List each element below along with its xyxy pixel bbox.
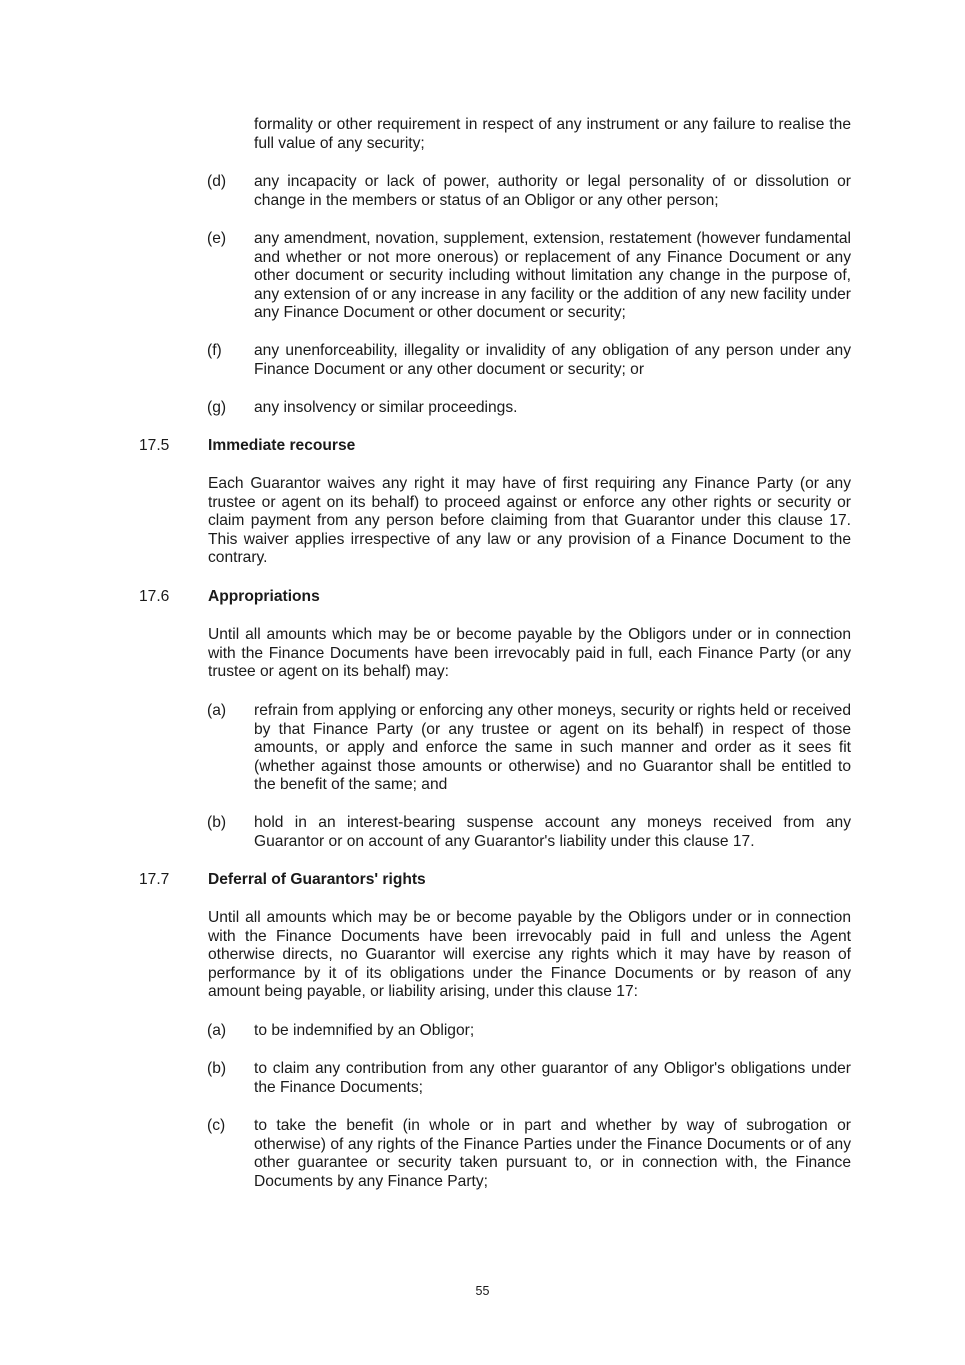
clause-number-17-6: 17.6 [139, 588, 170, 605]
item-label-17-6-a: (a) [207, 702, 227, 719]
clause-heading-17-5: Immediate recourse [208, 437, 356, 454]
clause-heading-17-7: Deferral of Guarantors' rights [208, 871, 426, 888]
item-text-d: any incapacity or lack of power, authority or legal personality of or dissolution or change in the members or status of an Obligor or any other person; [254, 173, 851, 209]
item-label-17-6-b: (b) [207, 814, 227, 831]
item-label-17-7-b: (b) [207, 1060, 227, 1077]
item-text-17-7-c: to take the benefit (in whole or in part and whether by way of subrogation or otherwise) of any rights of the Finance Parties under the Finance Documents or of any other guarantee or security taken pursuant to, or in connection with, the Finance Documents by any Finance Party; [254, 1117, 851, 1190]
item-text-e: any amendment, novation, supplement, extension, restatement (however fundamental and whether or not more onerous) or replacement of any Finance Document or any other document or security including without limitation any change in the purpose of, any extension of or any increase in any facility or the addition of any new facility under any Finance Document or other document or security; [254, 230, 851, 322]
item-label-17-7-c: (c) [207, 1117, 226, 1134]
clause-number-17-7: 17.7 [139, 871, 170, 888]
clause-body-17-5: Each Guarantor waives any right it may have of first requiring any Finance Party (or any trustee or agent on its behalf) to proceed against or enforce any other rights or security or claim payment from any person before claiming from that Guarantor under this clause 17. This waiver applies irrespective of any law or any provision of a Finance Document to the contrary. [208, 475, 851, 567]
item-text-g: any insolvency or similar proceedings. [254, 399, 518, 416]
continuation-paragraph: formality or other requirement in respect of any instrument or any failure to realise the full value of any security; [254, 116, 851, 152]
item-text-17-6-a: refrain from applying or enforcing any other moneys, security or rights held or received by that Finance Party (or any trustee or agent on its behalf) in respect of those amounts, or apply and enforce the same in such manner and order as it sees fit (whether against those amounts or otherwise) and no Guarantor shall be entitled to the benefit of the same; and [254, 702, 851, 794]
item-text-17-7-a: to be indemnified by an Obligor; [254, 1022, 475, 1039]
item-label-d: (d) [207, 173, 227, 190]
item-text-17-7-b: to claim any contribution from any other guarantor of any Obligor's obligations under the Finance Documents; [254, 1060, 851, 1096]
item-text-17-6-b: hold in an interest-bearing suspense account any moneys received from any Guarantor or on account of any Guarantor's liability under this clause 17. [254, 814, 851, 850]
item-label-17-7-a: (a) [207, 1022, 227, 1039]
item-label-g: (g) [207, 399, 227, 416]
clause-body-17-7: Until all amounts which may be or become payable by the Obligors under or in connection with the Finance Documents have been irrevocably paid in full and unless the Agent otherwise directs, no Guarantor will exercise any rights which it may have by reason of performance by it of its obligations under the Finance Documents or by reason of any amount being payable, or liability arising, under this clause 17: [208, 909, 851, 1001]
item-label-e: (e) [207, 230, 227, 247]
page-number: 55 [475, 1284, 490, 1298]
item-text-f: any unenforceability, illegality or invalidity of any obligation of any person under any Finance Document or any other document or security; or [254, 342, 851, 378]
clause-heading-17-6: Appropriations [208, 588, 320, 605]
clause-body-17-6: Until all amounts which may be or become payable by the Obligors under or in connection with the Finance Documents have been irrevocably paid in full, each Finance Party (or any trustee or agent on its behalf) may: [208, 626, 851, 681]
item-label-f: (f) [207, 342, 222, 359]
clause-number-17-5: 17.5 [139, 437, 170, 454]
